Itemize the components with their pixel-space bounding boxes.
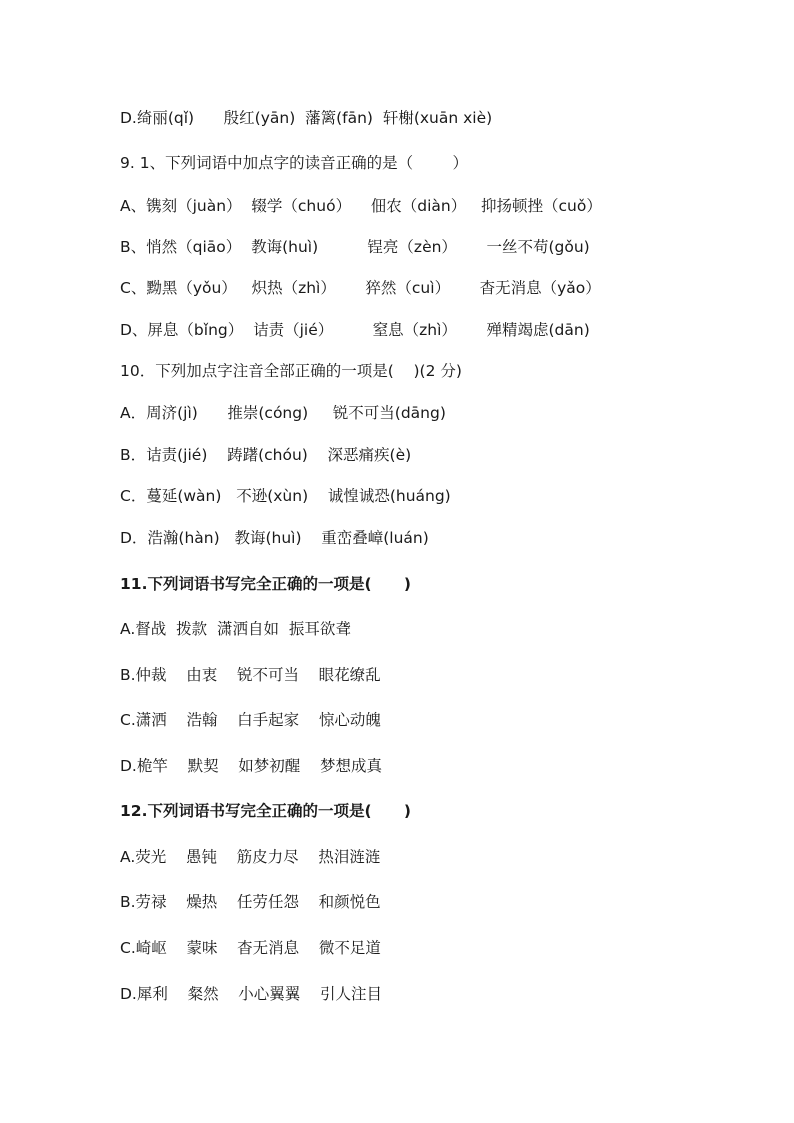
q9-option-a: A、镌刻（juàn） 辍学（chuó） 佃农（diàn） 抑扬顿挫（cuǒ）	[120, 197, 602, 215]
q9-stem: 9. 1、下列词语中加点字的读音正确的是（ ）	[120, 154, 468, 172]
q10-option-a: A．周济(jì) 推崇(cóng) 锐不可当(dāng)	[120, 404, 446, 422]
q12-stem: 12.下列词语书写完全正确的一项是( )	[120, 802, 412, 820]
q12-option-d: D.犀利 粲然 小心翼翼 引人注目	[120, 985, 382, 1003]
q9-option-d: D、屏息（bǐng） 诘责（jié） 窒息（zhì） 殚精竭虑(dān)	[120, 321, 590, 339]
q11-option-a: A.督战 拨款 潇洒自如 振耳欲聋	[120, 620, 351, 638]
q10-option-c: C．蔓延(wàn) 不逊(xùn) 诚惶诚恐(huáng)	[120, 487, 451, 505]
q11-stem: 11.下列词语书写完全正确的一项是( )	[120, 575, 412, 593]
q9-option-b: B、悄然（qiāo） 教诲(huì) 锃亮（zèn） 一丝不苟(gǒu)	[120, 238, 590, 256]
q12-option-c: C.崎岖 蒙味 杳无消息 微不足道	[120, 939, 381, 957]
q9-option-c: C、黝黑（yǒu） 炽热（zhì） 猝然（cuì） 杳无消息（yǎo）	[120, 279, 601, 297]
q10-option-b: B．诘责(jié) 踌躇(chóu) 深恶痛疾(è)	[120, 446, 412, 464]
q12-option-a: A.荧光 愚钝 筋皮力尽 热泪涟涟	[120, 848, 381, 866]
q12-option-b: B.劳禄 燥热 任劳任怨 和颜悦色	[120, 893, 381, 911]
q8-option-d: D.绮丽(qǐ) 殷红(yān) 藩篱(fān) 轩榭(xuān xiè)	[120, 109, 493, 127]
q11-option-b: B.仲裁 由衷 锐不可当 眼花缭乱	[120, 666, 381, 684]
q10-option-d: D．浩瀚(hàn) 教诲(huì) 重峦叠嶂(luán)	[120, 529, 429, 547]
q10-stem: 10．下列加点字注音全部正确的一项是( )(2 分)	[120, 362, 462, 380]
q11-option-c: C.潇洒 浩翰 白手起家 惊心动魄	[120, 711, 381, 729]
q11-option-d: D.桅竿 默契 如梦初醒 梦想成真	[120, 757, 382, 775]
